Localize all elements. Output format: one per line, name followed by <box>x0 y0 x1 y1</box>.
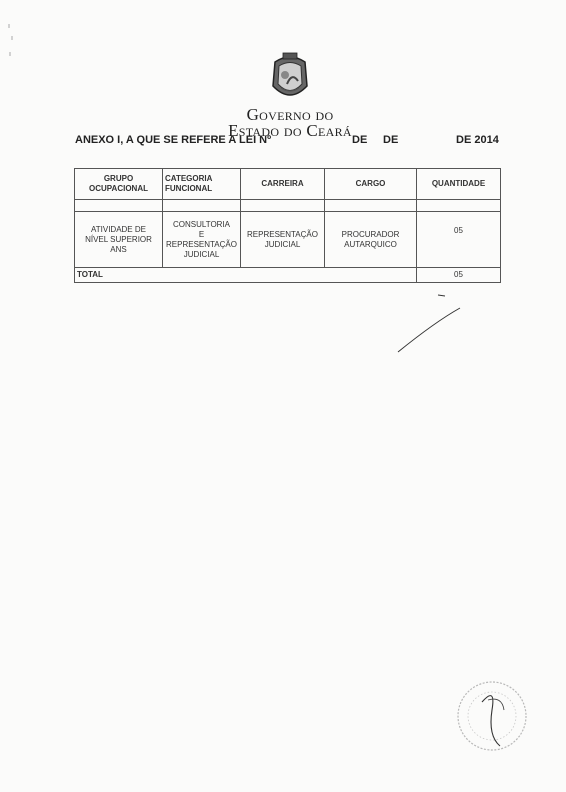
table-spacer-row <box>75 200 501 212</box>
annex-de-2: DE <box>383 134 399 146</box>
total-label: TOTAL <box>75 268 417 283</box>
column-header-quantidade: QUANTIDADE <box>417 169 501 200</box>
official-round-stamp-icon <box>452 676 532 756</box>
state-coat-of-arms-icon <box>261 48 319 106</box>
column-header-carreira: CARREIRA <box>241 169 325 200</box>
cell-carreira: REPRESENTAÇÃO JUDICIAL <box>241 212 325 268</box>
cell-quantidade: 05 <box>417 212 501 268</box>
cell-cargo: PROCURADOR AUTARQUICO <box>325 212 417 268</box>
column-header-categoria: CATEGORIA FUNCIONAL <box>163 169 241 200</box>
annex-de-1: DE <box>352 134 368 146</box>
total-value: 05 <box>417 268 501 283</box>
annex-table <box>74 168 501 283</box>
column-header-cargo: CARGO <box>325 169 417 200</box>
handwritten-signature-icon <box>390 290 470 360</box>
column-header-grupo: GRUPO OCUPACIONAL <box>75 169 163 200</box>
table-header-row <box>75 169 501 200</box>
scan-mark-icon <box>6 22 16 62</box>
annex-title: ANEXO I, A QUE SE REFERE A LEI Nº <box>75 134 272 146</box>
government-title-line1: Governo do <box>246 105 334 124</box>
table-total-row <box>75 268 501 283</box>
annex-year: DE 2014 <box>456 134 499 146</box>
table-row <box>75 212 501 268</box>
cell-grupo: ATIVIDADE DE NÍVEL SUPERIOR ANS <box>75 212 163 268</box>
cell-categoria: CONSULTORIA E REPRESENTAÇÃO JUDICIAL <box>163 212 241 268</box>
government-title-line2: Estado do Ceará <box>228 121 352 140</box>
